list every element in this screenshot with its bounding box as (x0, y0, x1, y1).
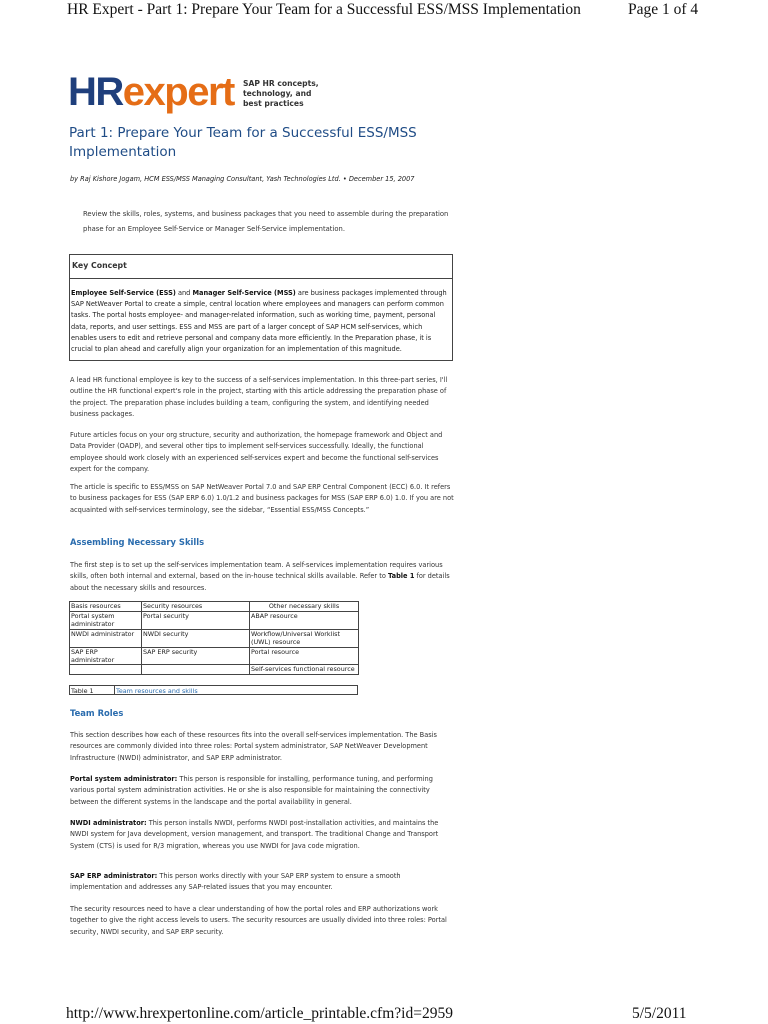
logo-tagline (243, 79, 319, 109)
table-header-row (70, 602, 359, 612)
table-caption (69, 685, 358, 696)
table-cell: Portal resource (250, 647, 359, 665)
erp-admin-label: SAP ERP administrator: (70, 872, 158, 880)
table-cell (70, 665, 142, 674)
erp-admin-text: This person works directly with your SAP ERP system to ensure a smooth implementation and addresses any SAP-related issues that you may encounter. (70, 872, 401, 892)
tagline-line: technology, and (243, 89, 312, 98)
print-header-page: Page 1 of 4 (628, 1, 699, 18)
assembling-paragraph (70, 560, 454, 594)
portal-admin-label: Portal system administrator: (70, 775, 178, 783)
table-cell: ABAP resource (250, 612, 359, 630)
erp-admin-paragraph (70, 871, 454, 894)
key-concept-and: and (175, 289, 193, 297)
article-byline: by Raj Kishore Jogam, HCM ESS/MSS Managing Consultant, Yash Technologies Ltd. • December 15, 2007 (70, 175, 415, 183)
table-cell: SAP ERP administrator (70, 647, 142, 665)
portal-admin-paragraph (70, 774, 454, 808)
ess-term: Employee Self-Service (ESS) (71, 289, 176, 297)
table-cell (142, 665, 250, 674)
table-header-cell: Other necessary skills (250, 602, 359, 612)
key-concept-box (69, 254, 453, 361)
scope-paragraph: The article is specific to ESS/MSS on SAP NetWeaver Portal 7.0 and SAP ERP Central Component (ECC) 6.0. It refers to business packages for ESS (SAP ERP 6.0) 1.0/1.2 and business packages for MSS (SAP ERP 6.0) 1.0. If you are not acquainted with self-services terminology, see the sidebar, “Essential ESS/MSS Concepts.” (70, 483, 454, 514)
logo-hr: HR (68, 70, 123, 114)
table-cell: NWDI administrator (70, 629, 142, 647)
article-summary: Review the skills, roles, systems, and business packages that you need to assemble during the preparation phase for an Employee Self-Service or Manager Self-Service implementation. (83, 210, 449, 233)
table-caption-text: Team resources and skills (115, 685, 358, 695)
portal-admin-text: This person is responsible for installing, performance tuning, and performing various portal system administration activities. He or she is also responsible for maintaining the connectivity between the different systems in the landscape and the portal availability in general. (70, 775, 433, 806)
tagline-line: best practices (243, 99, 304, 108)
section-title-team-roles: Team Roles (70, 708, 124, 718)
table-header-cell: Basis resources (70, 602, 142, 612)
assembling-text-a: The first step is to set up the self-services implementation team. A self-services implementation requires various skills, often both internal and external, based on the in-house technical skills available. Refer to (70, 561, 443, 581)
nwdi-admin-label: NWDI administrator: (70, 819, 147, 827)
future-articles-paragraph: Future articles focus on your org structure, security and authorization, the homepage framework and Object and Data Provider (OADP), and several other tips to implement self-services successfully. Ideally, the functional employee should work closely with an experienced self-services expert and become the functional self-services expert for the company. (70, 431, 443, 473)
intro-paragraph: A lead HR functional employee is key to the success of a self-services implementation. In this three-part series, I'll outline the HR functional expert's role in the project, starting with this article addressing the preparation phase of the project. The preparation phase includes building a team, configuring the system, and identifying needed business packages. (70, 376, 448, 418)
key-concept-heading: Key Concept (70, 255, 452, 279)
table-cell: NWDI security (142, 629, 250, 647)
print-header-title: HR Expert - Part 1: Prepare Your Team for a Successful ESS/MSS Implementation (67, 1, 581, 18)
table-reference: Table 1 (387, 572, 415, 581)
hrexpert-logo (68, 72, 234, 112)
print-footer-date: 5/5/2011 (632, 1005, 687, 1022)
team-resources-table (69, 601, 359, 675)
nwdi-admin-text: This person installs NWDI, performs NWDI post-installation activities, and maintains the NWDI system for Java development, version management, and transport. The traditional Change and Transport System (CTS) is used for R/3 migration, whereas you use NWDI for Java code migration. (70, 819, 439, 850)
table-row (70, 629, 359, 647)
table-cell: Portal system administrator (70, 612, 142, 630)
tagline-line: SAP HR concepts, (243, 79, 319, 88)
logo-expert: expert (122, 70, 234, 114)
key-concept-body (70, 279, 452, 355)
print-footer-url: http://www.hrexpertonline.com/article_printable.cfm?id=2959 (66, 1005, 453, 1022)
table-caption-label: Table 1 (69, 685, 115, 695)
table-header-cell: Security resources (142, 602, 250, 612)
table-cell: Portal security (142, 612, 250, 630)
team-roles-intro: This section describes how each of these resources fits into the overall self-services implementation. The Basis resources are commonly divided into three roles: Portal system administrator, SAP NetWeaver Development Infrastructure (NWDI) administrator, and SAP ERP administrator. (70, 731, 437, 762)
nwdi-admin-paragraph (70, 818, 454, 852)
table-row (70, 647, 359, 665)
table-cell: Self-services functional resource (250, 665, 359, 674)
mss-term: Manager Self-Service (MSS) (192, 289, 296, 297)
table-cell: Workflow/Universal Worklist (UWL) resource (250, 629, 359, 647)
assembling-text-b: for details about the necessary skills and resources. (70, 572, 450, 592)
table-row (70, 612, 359, 630)
table-cell: SAP ERP security (142, 647, 250, 665)
article-title: Part 1: Prepare Your Team for a Successful ESS/MSS Implementation (69, 125, 417, 160)
security-paragraph: The security resources need to have a clear understanding of how the portal roles and ERP authorizations work together to give the right access levels to users. The security resources are usually divided into three roles: Portal security, NWDI security, and SAP ERP security. (70, 905, 447, 936)
key-concept-text: are business packages implemented through SAP NetWeaver Portal to create a simple, central location where employees and managers can perform common tasks. The portal hosts employee- and manager-related information, such as working time, payment, personal data, reports, and user settings. ESS and MSS are part of a larger concept of SAP HCM self-services, which enables users to edit and retrieve personal and company data more efficiently. In the Preparation phase, it is crucial to plan ahead and carefully align your organization for an implementation of this magnitude. (71, 289, 447, 354)
section-title-assembling: Assembling Necessary Skills (70, 537, 205, 547)
table-row (70, 665, 359, 674)
